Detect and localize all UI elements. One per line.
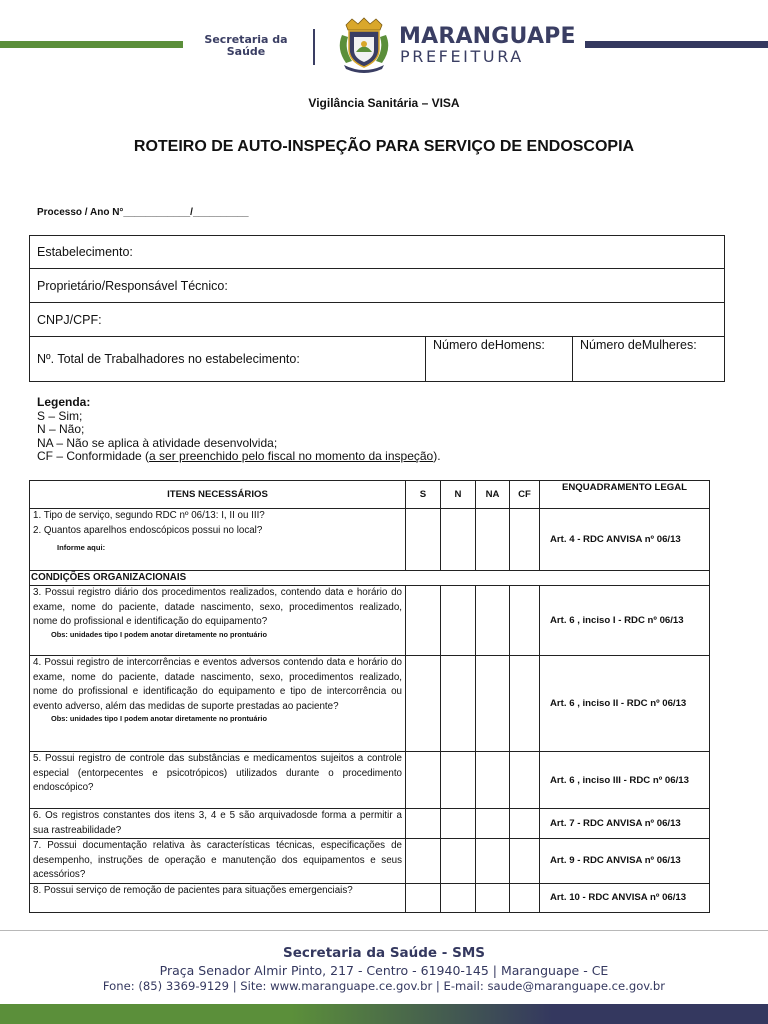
informe-aqui-field[interactable]: Informe aqui: (57, 543, 106, 552)
legend-cf (37, 450, 441, 464)
answer-cf[interactable] (510, 586, 540, 656)
footer-band (0, 1004, 768, 1024)
answer-na[interactable] (476, 752, 510, 809)
women-count-field[interactable]: Número deMulheres: (573, 337, 725, 382)
item-cell (30, 656, 406, 752)
footer-address: Praça Senador Almir Pinto, 217 - Centro - 61940-145 | Maranguape - CE (159, 963, 609, 978)
header-itens: ITENS NECESSÁRIOS (30, 481, 406, 509)
legal-cell: Art. 6 , inciso II - RDC nº 06/13 (540, 656, 710, 752)
item-4-obs: Obs: unidades tipo I podem anotar diretamente no prontuário (51, 714, 267, 723)
page-title: ROTEIRO DE AUTO-INSPEÇÃO PARA SERVIÇO DE ENDOSCOPIA (133, 138, 635, 155)
answer-na[interactable] (476, 883, 510, 912)
section-title: CONDIÇÕES ORGANIZACIONAIS (30, 571, 710, 586)
table-row (30, 809, 710, 839)
table-header-row (30, 481, 710, 509)
item-cell (30, 586, 406, 656)
header-cf: CF (510, 481, 540, 509)
item-cell (30, 839, 406, 884)
table-row (30, 509, 710, 571)
footer-divider (0, 930, 768, 931)
header-s: S (406, 481, 441, 509)
legal-cell: Art. 7 - RDC ANVISA nº 06/13 (540, 809, 710, 839)
total-workers-field[interactable]: Nº. Total de Trabalhadores no estabelecimento: (30, 337, 426, 382)
answer-n[interactable] (441, 752, 476, 809)
legal-cell: Art. 9 - RDC ANVISA nº 06/13 (540, 839, 710, 884)
item-1-text: 1. Tipo de serviço, segundo RDC nº 06/13: I, II ou III? (33, 510, 265, 521)
legend-cf-suffix: ). (433, 449, 441, 463)
item-7-text: 7. Possui documentação relativa às características técnicas, especificações de desempenho, instruções de operação e manutenção dos equipamentos e seus acessórios? (33, 840, 402, 880)
establishment-info-table (29, 235, 725, 382)
header-na: NA (476, 481, 510, 509)
answer-s[interactable] (406, 752, 441, 809)
section-row (30, 571, 710, 586)
answer-s[interactable] (406, 839, 441, 884)
answer-na[interactable] (476, 809, 510, 839)
answer-s[interactable] (406, 883, 441, 912)
answer-s[interactable] (406, 656, 441, 752)
table-row (30, 656, 710, 752)
table-row (30, 752, 710, 809)
answer-na[interactable] (476, 586, 510, 656)
header-green-bar (0, 41, 183, 48)
answer-cf[interactable] (510, 752, 540, 809)
answer-s[interactable] (406, 586, 441, 656)
footer-contact: Fone: (85) 3369-9129 | Site: www.maranguape.ce.gov.br | E-mail: saude@maranguape.ce.gov.br (102, 979, 666, 993)
answer-cf[interactable] (510, 656, 540, 752)
owner-field[interactable]: Proprietário/Responsável Técnico: (30, 269, 725, 303)
item-cell (30, 883, 406, 912)
item-5-text: 5. Possui registro de controle das substâncias e medicamentos sujeitos a controle especial (entorpecentes e psicotrópicos) utilizados durante o procedimento endoscópico? (33, 753, 402, 793)
legal-cell: Art. 10 - RDC ANVISA nº 06/13 (540, 883, 710, 912)
establishment-field[interactable]: Estabelecimento: (30, 236, 725, 269)
answer-s[interactable] (406, 509, 441, 571)
city-subtitle: PREFEITURA (400, 47, 524, 66)
item-4-text: 4. Possui registro de intercorrências e eventos adversos contendo data e horário do exame, nome do paciente, datade nascimento, sexo, procedimentos realizado, nome do profissional e identificação do equipamento e tipo de intercorrência ou evento adverso, além das medidas de suporte prestadas ao paciente? (33, 657, 402, 712)
answer-s[interactable] (406, 809, 441, 839)
item-6-text: 6. Os registros constantes dos itens 3, 4 e 5 são arquivadosde forma a permitir a sua rastreabilidade? (33, 810, 402, 836)
header-legal: ENQUADRAMENTO LEGAL (540, 481, 710, 509)
dept-name-line2: Saúde (226, 45, 266, 58)
answer-na[interactable] (476, 656, 510, 752)
item-8-text: 8. Possui serviço de remoção de pacientes para situações emergenciais? (33, 884, 353, 896)
dept-name (200, 34, 292, 58)
item-3-text: 3. Possui registro diário dos procedimentos realizados, contendo data e horário do exame, nome do paciente, datade nascimento, sexo, procedimentos realizado, nome do profissional e identificação do equipamento? (33, 587, 402, 627)
table-row (30, 883, 710, 912)
header-divider (313, 29, 315, 65)
answer-cf[interactable] (510, 509, 540, 571)
item-cell (30, 809, 406, 839)
legend-n: N – Não; (37, 422, 85, 436)
checklist-table (29, 480, 710, 913)
legal-cell: Art. 6 , inciso III - RDC nº 06/13 (540, 752, 710, 809)
legend-cf-underlined: a ser preenchido pelo fiscal no momento da inspeção (149, 449, 434, 463)
header-n: N (441, 481, 476, 509)
header-navy-bar (585, 41, 768, 48)
answer-n[interactable] (441, 839, 476, 884)
legend-s: S – Sim; (37, 408, 83, 423)
item-cell (30, 509, 406, 571)
answer-cf[interactable] (510, 839, 540, 884)
item-cell (30, 752, 406, 809)
process-number-field[interactable]: Processo / Ano N°____________/__________ (37, 207, 249, 218)
legend-title: Legenda: (37, 395, 91, 409)
cnpj-field[interactable]: CNPJ/CPF: (30, 303, 725, 337)
answer-cf[interactable] (510, 809, 540, 839)
answer-cf[interactable] (510, 883, 540, 912)
answer-n[interactable] (441, 809, 476, 839)
answer-n[interactable] (441, 656, 476, 752)
agency-name: Vigilância Sanitária – VISA (308, 96, 460, 110)
table-row (30, 586, 710, 656)
legal-cell: Art. 4 - RDC ANVISA nº 06/13 (540, 509, 710, 571)
city-name: MARANGUAPE (399, 24, 576, 49)
legend-na: NA – Não se aplica à atividade desenvolvida; (37, 435, 278, 450)
coat-of-arms-icon (334, 17, 394, 75)
legend-cf-prefix: CF – Conformidade ( (37, 449, 150, 463)
legend (37, 396, 441, 464)
answer-n[interactable] (441, 883, 476, 912)
answer-na[interactable] (476, 509, 510, 571)
answer-na[interactable] (476, 839, 510, 884)
table-row (30, 839, 710, 884)
men-count-field[interactable]: Número deHomens: (426, 337, 573, 382)
answer-n[interactable] (441, 586, 476, 656)
item-3-obs: Obs: unidades tipo I podem anotar diretamente no prontuário (51, 629, 267, 639)
legal-cell: Art. 6 , inciso I - RDC nº 06/13 (540, 586, 710, 656)
answer-n[interactable] (441, 509, 476, 571)
dept-name-line1: Secretaria da (204, 33, 288, 46)
item-2-text: 2. Quantos aparelhos endoscópicos possui no local? (33, 524, 263, 536)
footer-title: Secretaria da Saúde - SMS (283, 945, 485, 961)
